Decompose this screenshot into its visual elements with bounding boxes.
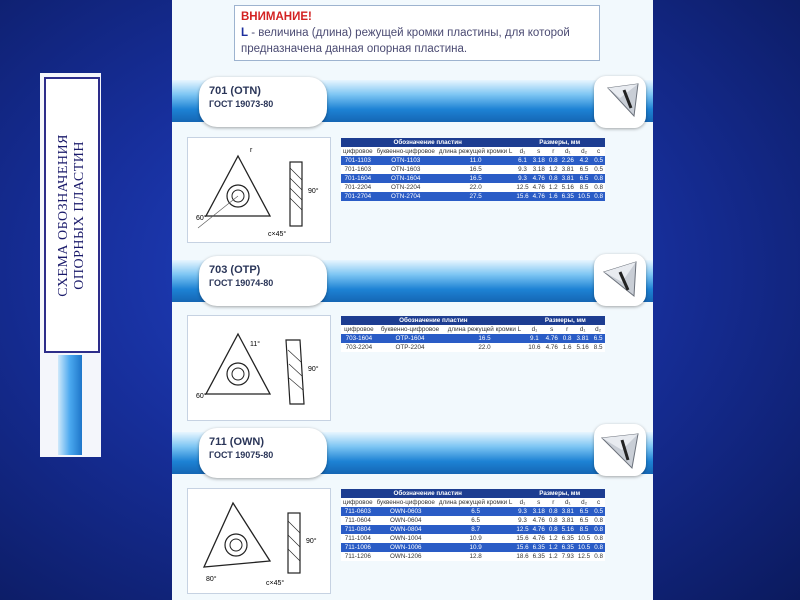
table-cell: 9.3 [514, 516, 530, 525]
technical-drawing-icon [188, 316, 330, 420]
table-cell: OTP-2204 [377, 343, 443, 352]
section-code: 703 (OTP) [209, 264, 261, 276]
section-badge-711 [199, 428, 327, 478]
label-chamfer: c×45° [266, 580, 285, 587]
table-cell: 0.8 [548, 175, 558, 182]
subheader-cell: буквенно-цифровое [376, 499, 435, 506]
table-cell: 701-2204 [341, 183, 375, 192]
label-r: r [250, 147, 253, 154]
table-cell: OTN-2204 [375, 183, 437, 192]
table-cell: OWN-0604 [375, 516, 437, 525]
table-cell: 12.5 [516, 184, 529, 191]
table-cell: 8.5 [591, 343, 605, 352]
table-cell: 5.16 [561, 184, 574, 191]
section-gost: ГОСТ 19074-80 [209, 278, 274, 288]
table-cell: 1.2 [548, 553, 558, 560]
table-cell: 4.76 [532, 193, 545, 200]
table-cell: 703-1604 [341, 334, 377, 343]
table-row [341, 543, 605, 552]
table-cell: 15.6 [516, 193, 529, 200]
label-angle60: 60° [196, 215, 207, 222]
subheader-cell: цифровое [341, 325, 377, 334]
table-row [341, 334, 605, 343]
table-cell: 6.5 [576, 516, 592, 525]
table-header-row [341, 489, 605, 498]
insert-photo-icon [594, 424, 646, 476]
table-cell: 11.0 [437, 156, 514, 165]
table-cell: 3.18 [532, 166, 545, 173]
table-cell: 16.5 [437, 174, 514, 183]
insert-photo-703 [594, 254, 646, 306]
table-cell: 703-2204 [341, 343, 377, 352]
table-row [341, 525, 605, 534]
label-angle11: 11° [250, 341, 261, 348]
table-cell: 6.35 [561, 193, 574, 200]
table-cell: 5.16 [561, 526, 574, 533]
subheader-cell: c [592, 498, 605, 507]
table-cell: 4.76 [532, 526, 545, 533]
table-cell: 0.8 [560, 334, 574, 343]
table-cell: 10.5 [577, 544, 591, 551]
side-title: СХЕМА ОБОЗНАЧЕНИЯ ОПОРНЫХ ПЛАСТИН [56, 133, 87, 297]
table-row [341, 165, 605, 174]
subheader-cell: d₁ [574, 325, 591, 334]
table-row [341, 507, 605, 516]
subheader-cell: s [543, 325, 560, 334]
table-cell: 0.8 [592, 552, 605, 561]
table-cell: 8.5 [576, 525, 592, 534]
table-cell: 0.8 [592, 543, 605, 552]
subheader-cell: d₁ [514, 498, 530, 507]
table-cell: 6.35 [561, 535, 574, 542]
table-cell: 0.8 [548, 526, 558, 533]
subheader-cell: c [592, 147, 605, 156]
table-cell: 9.3 [514, 165, 530, 174]
side-blue-bar [58, 355, 82, 455]
table-subheader-row [341, 147, 605, 156]
note-text: - величина (длина) режущей кромки пластины, для которой предназначена данная опорная пластина. [241, 27, 570, 55]
subheader-cell: длина режущей кромки L [437, 498, 514, 507]
table-cell: 0.8 [548, 508, 558, 515]
label-angle60: 60° [196, 393, 207, 400]
table-cell: 16.5 [437, 165, 514, 174]
table-cell: 6.5 [576, 174, 592, 183]
table-cell: 6.35 [561, 544, 574, 551]
header-cell: Обозначение пластин [341, 316, 526, 325]
table-cell: 15.6 [516, 535, 529, 542]
table-cell: 0.5 [592, 507, 605, 516]
table-cell: 18.6 [516, 553, 529, 560]
table-cell: 6.35 [532, 553, 545, 560]
section-badge-703 [199, 256, 327, 306]
table-header-row [341, 316, 605, 325]
label-angle80: 80° [206, 576, 217, 583]
table-row [341, 343, 605, 352]
table-cell: 0.8 [592, 183, 605, 192]
table-row [341, 174, 605, 183]
label-angle90: 90° [308, 188, 319, 195]
table-row [341, 534, 605, 543]
table-cell: 701-2704 [341, 192, 375, 201]
insert-photo-711 [594, 424, 646, 476]
table-cell: 1.6 [560, 343, 574, 352]
attention-note [234, 5, 600, 61]
table-subheader-row [341, 325, 605, 334]
table-cell: 711-0604 [341, 516, 375, 525]
table-row [341, 516, 605, 525]
table-cell: 12.5 [516, 526, 529, 533]
section-code: 701 (OTN) [209, 85, 261, 97]
table-cell: 711-0804 [341, 525, 375, 534]
header-cell: Размеры, мм [526, 316, 605, 325]
subheader-cell: d₂ [591, 325, 605, 334]
table-cell: 3.81 [574, 334, 591, 343]
drawing-703 [187, 315, 331, 421]
table-cell: 7.93 [561, 553, 574, 560]
table-cell: 3.81 [561, 508, 574, 515]
subheader-cell: d₂ [576, 147, 592, 156]
note-symbol: L [241, 27, 249, 39]
section-gost: ГОСТ 19075-80 [209, 450, 274, 460]
table-cell: 8.5 [576, 183, 592, 192]
table-cell: 0.5 [592, 165, 605, 174]
technical-drawing-icon [188, 138, 330, 242]
table-cell: 10.5 [577, 193, 591, 200]
table-cell: 0.8 [592, 174, 605, 183]
technical-drawing-icon [188, 489, 330, 593]
spec-table-703 [341, 316, 605, 352]
subheader-cell: d₁ [514, 147, 530, 156]
table-cell: 10.9 [437, 534, 514, 543]
table-cell: OWN-1004 [375, 534, 437, 543]
table-cell: OWN-0603 [375, 507, 437, 516]
table-cell: 3.81 [561, 517, 574, 524]
table-subheader-row [341, 498, 605, 507]
table-cell: 6.35 [532, 544, 545, 551]
table-cell: 4.76 [543, 334, 560, 343]
subheader-cell: r [560, 325, 574, 334]
table-cell: 10.6 [526, 343, 543, 352]
table-cell: 6.5 [437, 516, 514, 525]
table-cell: 0.8 [592, 192, 605, 201]
subheader-cell: длина режущей кромки L [437, 147, 514, 156]
table-cell: 4.76 [532, 517, 545, 524]
table-cell: 0.8 [548, 517, 558, 524]
table-cell: 1.2 [548, 535, 558, 542]
subheader-cell: цифровое [343, 148, 373, 155]
table-cell: 4.76 [532, 175, 545, 182]
note-title: ВНИМАНИЕ! [241, 11, 312, 23]
table-cell: 4.76 [532, 184, 545, 191]
table-cell: 701-1604 [341, 174, 375, 183]
table-cell: 15.6 [516, 544, 529, 551]
header-cell: Обозначение пластин [341, 138, 514, 147]
subheader-cell: d₁ [560, 147, 576, 156]
spec-table-701 [341, 138, 605, 201]
drawing-711 [187, 488, 331, 594]
table-cell: 1.2 [548, 544, 558, 551]
table-cell: 10.9 [437, 543, 514, 552]
table-cell: 3.81 [561, 166, 574, 173]
table-cell: 10.5 [577, 535, 591, 542]
subheader-cell: d₂ [576, 498, 592, 507]
table-cell: 0.8 [592, 525, 605, 534]
header-cell: Размеры, мм [514, 489, 605, 498]
table-cell: 711-0603 [341, 507, 375, 516]
subheader-cell: буквенно-цифровое [377, 325, 443, 334]
table-cell: 6.5 [437, 507, 514, 516]
insert-photo-icon [594, 254, 646, 306]
table-cell: 6.5 [576, 165, 592, 174]
table-cell: 5.16 [574, 343, 591, 352]
section-badge-701 [199, 77, 327, 127]
table-cell: 0.8 [592, 534, 605, 543]
header-cell: Обозначение пластин [341, 489, 514, 498]
table-cell: 4.76 [543, 343, 560, 352]
subheader-cell: буквенно-цифровое [376, 148, 435, 155]
table-cell: OTP-1604 [377, 334, 443, 343]
label-angle90: 90° [306, 538, 317, 545]
table-cell: 6.1 [514, 156, 530, 165]
table-cell: 711-1006 [341, 543, 375, 552]
catalog-page [172, 0, 653, 600]
table-cell: 4.2 [576, 156, 592, 165]
side-title-panel [40, 73, 101, 457]
section-gost: ГОСТ 19073-80 [209, 99, 274, 109]
table-cell: OTN-1604 [375, 174, 437, 183]
insert-photo-icon [594, 76, 646, 128]
table-cell: 8.7 [437, 525, 514, 534]
table-cell: 0.8 [592, 516, 605, 525]
label-angle90: 90° [308, 366, 319, 373]
table-cell: 9.3 [514, 507, 530, 516]
table-row [341, 552, 605, 561]
subheader-cell: цифровое [343, 499, 373, 506]
header-cell: Размеры, мм [514, 138, 605, 147]
table-row [341, 156, 605, 165]
drawing-701 [187, 137, 331, 243]
table-cell: 711-1206 [341, 552, 375, 561]
subheader-cell: s [531, 498, 547, 507]
insert-photo-701 [594, 76, 646, 128]
subheader-cell: d₁ [560, 498, 576, 507]
table-cell: 9.1 [526, 334, 543, 343]
table-cell: 2.26 [561, 157, 574, 164]
subheader-cell: r [547, 147, 560, 156]
table-cell: 3.18 [532, 157, 545, 164]
table-cell: 6.5 [576, 507, 592, 516]
table-cell: 12.8 [437, 552, 514, 561]
subheader-cell: r [547, 498, 560, 507]
table-cell: 0.8 [548, 157, 558, 164]
table-cell: 6.5 [591, 334, 605, 343]
label-chamfer: c×45° [268, 231, 287, 238]
table-cell: OWN-0804 [375, 525, 437, 534]
table-row [341, 183, 605, 192]
table-cell: 711-1004 [341, 534, 375, 543]
subheader-cell: длина режущей кромки L [443, 325, 526, 334]
table-cell: 22.0 [443, 343, 526, 352]
table-cell: 1.2 [548, 166, 558, 173]
table-cell: 4.76 [532, 535, 545, 542]
table-cell: 0.5 [592, 156, 605, 165]
table-cell: 16.5 [443, 334, 526, 343]
table-cell: OTN-1103 [375, 156, 437, 165]
table-cell: 3.81 [561, 175, 574, 182]
table-cell: 12.5 [577, 553, 591, 560]
section-code: 711 (OWN) [209, 436, 265, 448]
table-cell: 1.6 [548, 193, 558, 200]
spec-table-711 [341, 489, 605, 561]
table-row [341, 192, 605, 201]
side-title-box [44, 77, 100, 353]
table-cell: OWN-1006 [375, 543, 437, 552]
table-cell: OTN-2704 [375, 192, 437, 201]
subheader-cell: s [531, 147, 547, 156]
table-cell: 9.3 [514, 174, 530, 183]
table-cell: 701-1603 [341, 165, 375, 174]
table-cell: 3.18 [532, 508, 545, 515]
table-header-row [341, 138, 605, 147]
table-cell: OTN-1603 [375, 165, 437, 174]
subheader-cell: d₁ [526, 325, 543, 334]
table-cell: 701-1103 [341, 156, 375, 165]
table-cell: 27.5 [437, 192, 514, 201]
table-cell: 22.0 [437, 183, 514, 192]
table-cell: OWN-1206 [375, 552, 437, 561]
table-cell: 1.2 [548, 184, 558, 191]
